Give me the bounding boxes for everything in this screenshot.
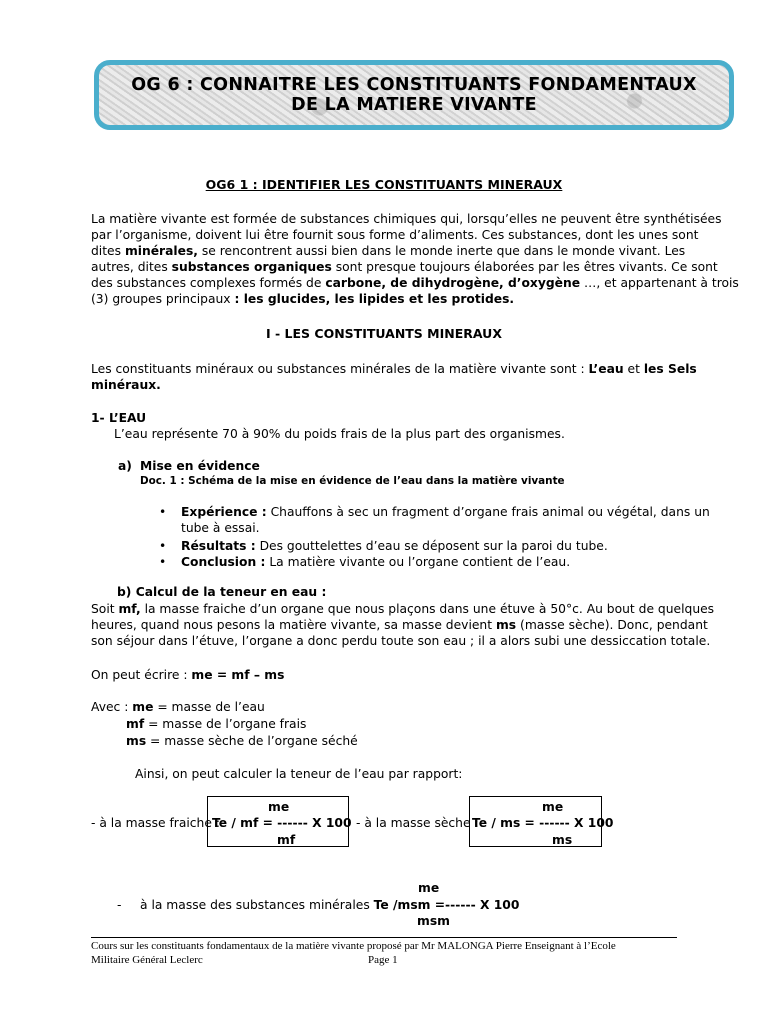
sub-b-paragraph: Soit mf, la masse fraiche d’un organe que nous plaçons dans une étuve à 50°c. Au bout de quelques heures, quand nous pesons la matière vivante, sa masse devient ms (masse sèche). Donc, pendant son séjour dans l’étuve, l’organe a donc perdu toute son eau ; il a alors subi une dessiccation totale.	[91, 602, 715, 648]
ratio-fraiche-box: me Te / mf = ------ X 100 mf	[207, 796, 349, 847]
intro-line: par l’organisme, doivent lui être fournit sous forme d’aliments. Ces substances, dont les unes sont	[91, 228, 699, 242]
ainsi-text: Ainsi, on peut calculer la teneur de l’eau par rapport:	[135, 767, 463, 781]
page-number: Page 1	[368, 954, 398, 966]
intro-line: autres, dites substances organiques sont presque toujours élaborées par les êtres vivants. Ce sont	[91, 260, 718, 274]
intro-line: des substances complexes formés de carbone, de dihydrogène, d’oxygène …, et appartenant à trois	[91, 276, 739, 290]
formula: On peut écrire : me = mf – ms	[91, 668, 285, 682]
doc-caption: Doc. 1 : Schéma de la mise en évidence de l’eau dans la matière vivante	[140, 475, 565, 487]
definition-me: Avec : me = masse de l’eau	[91, 700, 265, 714]
og-title: OG6 1 : IDENTIFIER LES CONSTITUANTS MINERAUX	[205, 177, 563, 192]
ratio-fraiche-label: - à la masse fraiche :	[91, 816, 220, 830]
footer-line1: Cours sur les constituants fondamentaux de la matière vivante proposé par Mr MALONGA Pierre Enseignant à l’Ecole	[91, 940, 616, 952]
ratio-msm-line: à la masse des substances minérales Te /msm =------ X 100	[140, 898, 520, 912]
ratio-msm-denominator: msm	[417, 914, 450, 928]
ratio-seche-label: - à la masse sèche :	[356, 816, 479, 830]
section-title: I - LES CONSTITUANTS MINERAUX	[266, 326, 502, 341]
ratio-msm-dash: -	[117, 898, 122, 912]
intro-line: dites minérales, se rencontrent aussi bien dans le monde inerte que dans le monde vivant. Les	[91, 244, 686, 258]
banner-title-line2: DE LA MATIERE VIVANTE	[291, 95, 537, 115]
intro-line: La matière vivante est formée de substances chimiques qui, lorsqu’elles ne peuvent être synthétisées	[91, 212, 722, 226]
footer-line2: Militaire Général Leclerc	[91, 954, 203, 966]
footer-divider	[91, 937, 677, 938]
ratio-msm-numerator: me	[418, 881, 440, 895]
sub-a-title: Mise en évidence	[140, 459, 260, 473]
definition-ms: ms = masse sèche de l’organe séché	[126, 734, 358, 748]
bullet-experience: Expérience : Chauffons à sec un fragment d’organe frais animal ou végétal, dans un tube à essai.	[181, 505, 710, 535]
water-text: L’eau représente 70 à 90% du poids frais de la plus part des organismes.	[114, 427, 565, 441]
intro-line: (3) groupes principaux : les glucides, les lipides et les protides.	[91, 292, 515, 306]
intro-paragraph	[91, 211, 739, 307]
definition-mf: mf = masse de l’organe frais	[126, 717, 307, 731]
title-banner	[94, 60, 734, 130]
bullet-conclusion: Conclusion : La matière vivante ou l’organe contient de l’eau.	[181, 555, 571, 569]
minerals-paragraph: Les constituants minéraux ou substances minérales de la matière vivante sont : L’eau et les Sels minéraux.	[91, 362, 697, 392]
ratio-seche-box: me Te / ms = ------ X 100 ms	[469, 796, 602, 847]
banner-title-line1: OG 6 : CONNAITRE LES CONSTITUANTS FONDAMENTAUX	[131, 75, 697, 95]
sub-b-title: b) Calcul de la teneur en eau :	[117, 585, 327, 599]
bullet-results: Résultats : Des gouttelettes d’eau se déposent sur la paroi du tube.	[181, 539, 608, 553]
water-heading: 1- L’EAU	[91, 411, 147, 425]
sub-a-label: a)	[118, 459, 132, 473]
bullet-list	[181, 504, 710, 570]
